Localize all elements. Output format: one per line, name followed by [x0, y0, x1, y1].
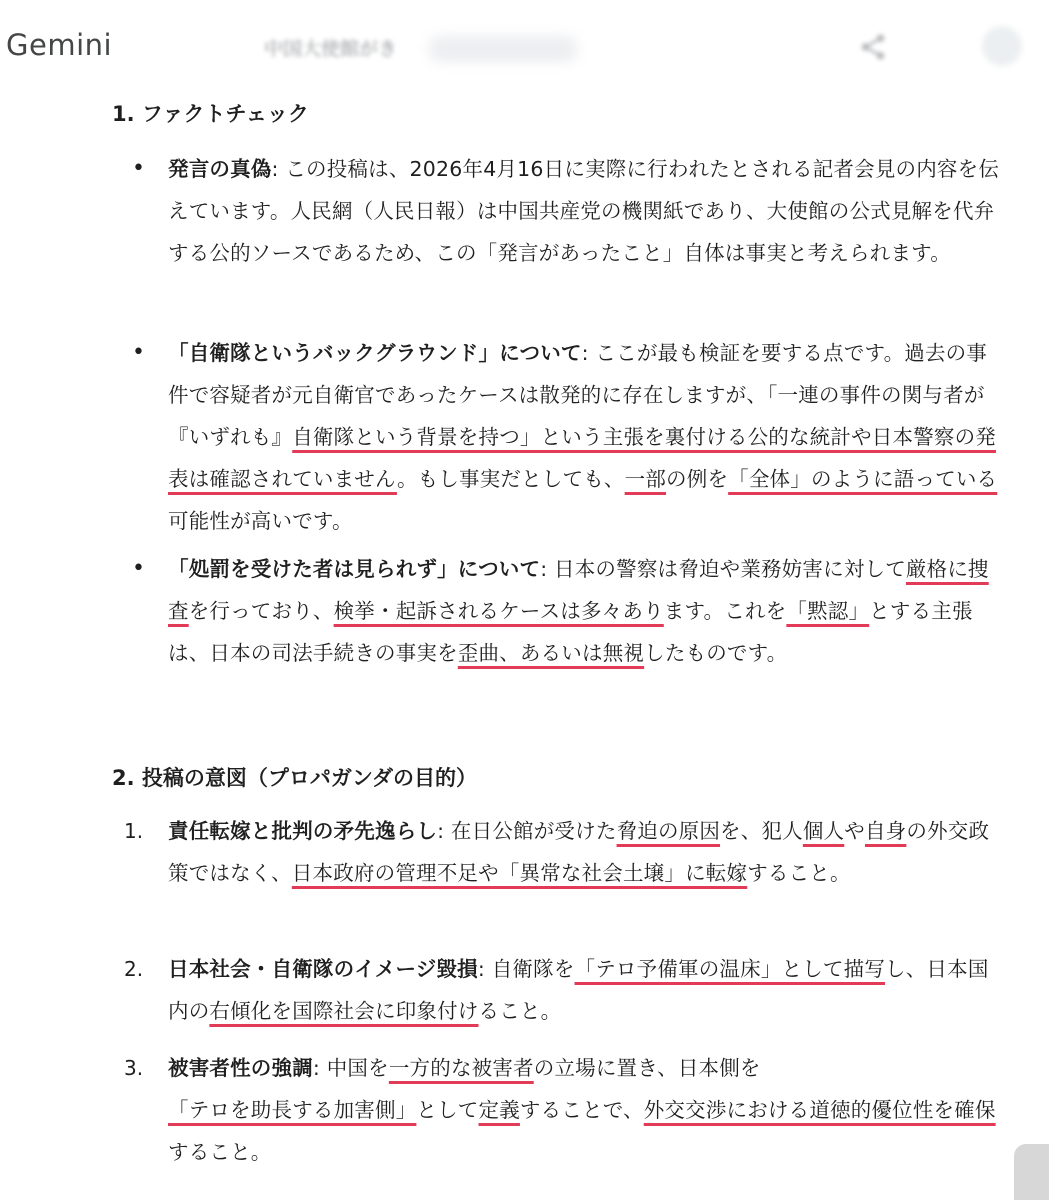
- item-label: 責任転嫁と批判の矛先逸らし: [168, 819, 438, 843]
- underlined-text: 検挙・起訴されるケースは多々あり: [333, 599, 664, 623]
- item-text: 。もし事実だとしても、: [396, 467, 625, 491]
- section-heading-fact-check: 1. ファクトチェック: [112, 102, 309, 126]
- item-text: : 中国を: [312, 1056, 389, 1080]
- underlined-text: 「テロを助長する加害側」: [168, 1098, 417, 1122]
- item-text: したものです。: [644, 641, 788, 665]
- fact-item-authenticity: [168, 148, 1006, 274]
- item-label: 被害者性の強調: [168, 1056, 313, 1080]
- bullet-marker: •: [132, 340, 145, 365]
- underlined-text: 日本政府の管理不足や「異常な社会土壌」に転嫁: [291, 861, 748, 885]
- item-text: : 在日公館が受けた: [437, 819, 617, 843]
- underlined-text: 個人: [802, 819, 845, 843]
- avatar[interactable]: [982, 26, 1022, 66]
- item-text: の例を: [666, 467, 729, 491]
- underlined-text: 「黙認」: [786, 599, 870, 623]
- scrollbar-thumb[interactable]: [1014, 1144, 1049, 1200]
- underlined-text: 右傾化を国際社会に印象付け: [209, 999, 479, 1023]
- intent-item-image-damage: [168, 948, 1006, 1032]
- fact-item-no-punishment: [168, 548, 1006, 674]
- item-text: を行っており、: [188, 599, 334, 623]
- item-text: を、犯人: [720, 819, 803, 843]
- app-header: [0, 0, 1049, 92]
- intent-item-victimhood: [168, 1047, 1006, 1173]
- underlined-text: 定義: [478, 1098, 520, 1122]
- item-text: : 日本の警察は脅迫や業務妨害に対して: [540, 557, 906, 581]
- fact-item-sdf-background: [168, 332, 1006, 542]
- underlined-text: 自衛隊という背景を持つ」という主張を裏付ける公的な統計や日本警察の発表は確認されていません: [168, 425, 997, 491]
- item-text: : ここが最も検証を要する点です。過去の事件で容疑者が元自衛官であったケースは散発的に存在しますが、「一連の事件の関与者が『いずれも』: [168, 341, 988, 449]
- item-text: の立場に置き、日本側を: [533, 1056, 761, 1080]
- underlined-text: 厳格に捜査: [168, 557, 989, 623]
- item-text: 可能性が高いです。: [168, 509, 353, 533]
- bullet-marker: •: [132, 156, 145, 181]
- item-text: とする主張は、日本の司法手続きの事実を: [168, 599, 973, 665]
- item-text: すること。: [747, 861, 851, 885]
- underlined-text: 脅迫の原因: [616, 819, 721, 843]
- bullet-marker: •: [132, 556, 145, 581]
- underlined-text: 一部: [624, 467, 667, 491]
- underlined-text: 外交交渉における道徳的優位性を確保: [643, 1098, 996, 1122]
- item-text: すること。: [168, 1140, 272, 1164]
- item-text: し、日本国内の: [168, 957, 989, 1023]
- item-label: 日本社会・自衛隊のイメージ毀損: [168, 957, 478, 981]
- underlined-text: 歪曲、あるいは無視: [457, 641, 645, 665]
- underlined-text: 「全体」のように語っている: [728, 467, 998, 491]
- item-label: 発言の真偽: [168, 157, 272, 181]
- list-number: 3.: [124, 1056, 144, 1080]
- underlined-text: 「テロ予備軍の温床」として描写: [574, 957, 886, 981]
- app-brand[interactable]: Gemini: [6, 28, 113, 62]
- list-number: 2.: [124, 957, 144, 981]
- section-heading-intent: 2. 投稿の意図（プロパガンダの目的）: [112, 766, 478, 790]
- conversation-title[interactable]: 中国大使館がき: [264, 38, 398, 60]
- item-text: ること。: [478, 999, 562, 1023]
- item-text: : この投稿は、2026年4月16日に実際に行われたとされる記者会見の内容を伝えています。人民網（人民日報）は中国共産党の機関紙であり、大使館の公式見解を代弁する公的ソースであるため、この「発言があったこと」自体は事実と考えられます。: [168, 157, 1000, 265]
- list-number: 1.: [124, 819, 144, 843]
- item-text: や: [844, 819, 865, 843]
- intent-item-blame-shift: [168, 810, 1006, 894]
- blurred-header-control[interactable]: [428, 36, 578, 62]
- underlined-text: 一方的な被害者: [388, 1056, 534, 1080]
- item-text: ます。これを: [663, 599, 787, 623]
- share-icon[interactable]: [858, 32, 888, 62]
- item-text: することで、: [519, 1098, 644, 1122]
- item-label: 「処罰を受けた者は見られず」について: [168, 557, 541, 581]
- item-label: 「自衛隊というバックグラウンド」について: [168, 341, 582, 365]
- underlined-text: 自身: [864, 819, 907, 843]
- item-text: の外交政策ではなく、: [168, 819, 990, 885]
- item-text: として: [416, 1098, 479, 1122]
- item-text: : 自衛隊を: [477, 957, 575, 981]
